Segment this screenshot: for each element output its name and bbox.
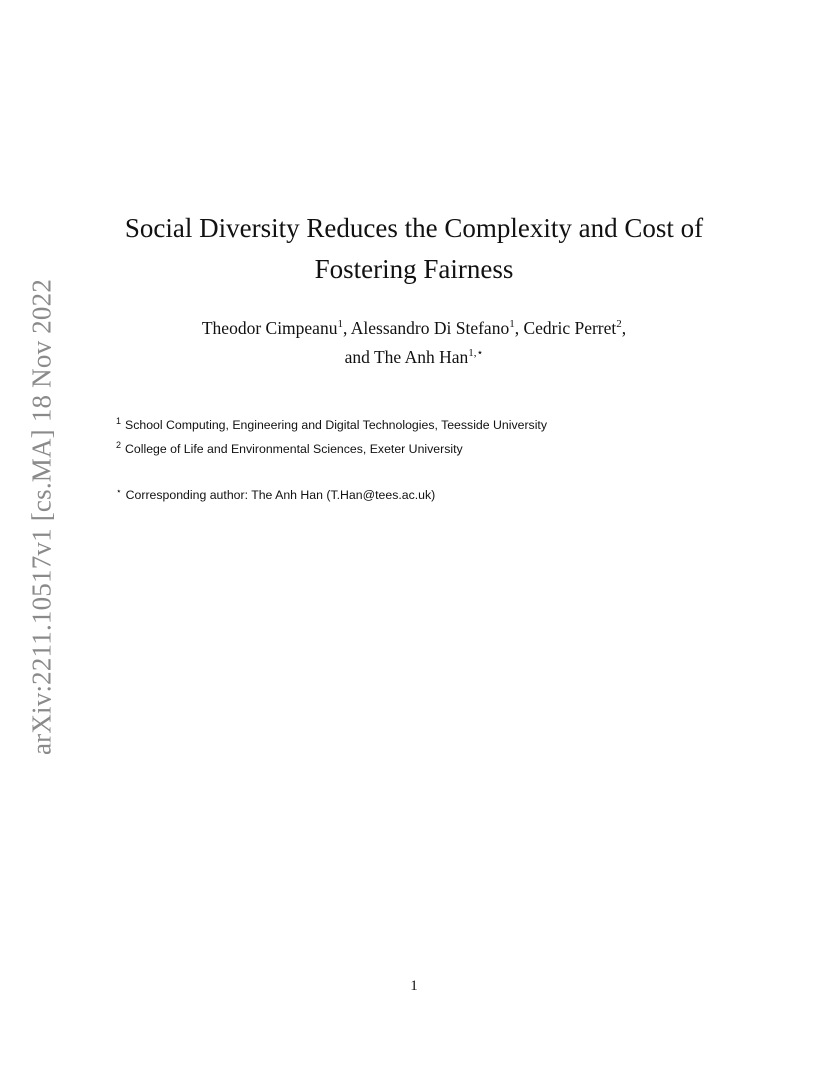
corresponding-mark: ⋆ — [116, 485, 122, 496]
affiliation-text: School Computing, Engineering and Digital Technologies, Teesside University — [125, 418, 547, 432]
page-number: 1 — [410, 978, 418, 994]
author-affiliation-mark: 1 — [509, 318, 515, 331]
author-line-1 — [0, 314, 828, 343]
affiliation-mark: 1 — [116, 415, 122, 426]
affiliation-item — [116, 437, 547, 461]
author-name: Theodor Cimpeanu — [201, 318, 338, 338]
arxiv-identifier-stamp: arXiv:2211.10517v1 [cs.MA] 18 Nov 2022 — [26, 278, 57, 756]
author-separator: , — [514, 318, 520, 338]
corresponding-author-note — [116, 486, 435, 504]
author-separator: , — [342, 318, 348, 338]
author-name: Alessandro Di Stefano — [350, 318, 510, 338]
author-affiliation-mark: 1,⋆ — [468, 347, 484, 360]
affiliation-mark: 2 — [116, 439, 122, 450]
title-line-2: Fostering Fairness — [314, 254, 514, 284]
author-affiliation-mark: 2 — [616, 318, 622, 331]
affiliation-list — [116, 413, 547, 461]
affiliation-text: College of Life and Environmental Sciences, Exeter University — [125, 442, 463, 456]
author-name: The Anh Han — [373, 347, 469, 367]
author-conjunction: and — [344, 347, 370, 367]
author-list — [0, 314, 828, 372]
author-name: Cedric Perret — [523, 318, 617, 338]
author-affiliation-mark: 1 — [337, 318, 343, 331]
paper-title — [0, 208, 828, 290]
corresponding-text: Corresponding author: The Anh Han (T.Han@tees.ac.uk) — [125, 488, 436, 502]
title-line-1: Social Diversity Reduces the Complexity and Cost of — [124, 213, 704, 243]
author-line-2 — [0, 343, 828, 372]
author-separator: , — [621, 318, 627, 338]
affiliation-item — [116, 413, 547, 437]
